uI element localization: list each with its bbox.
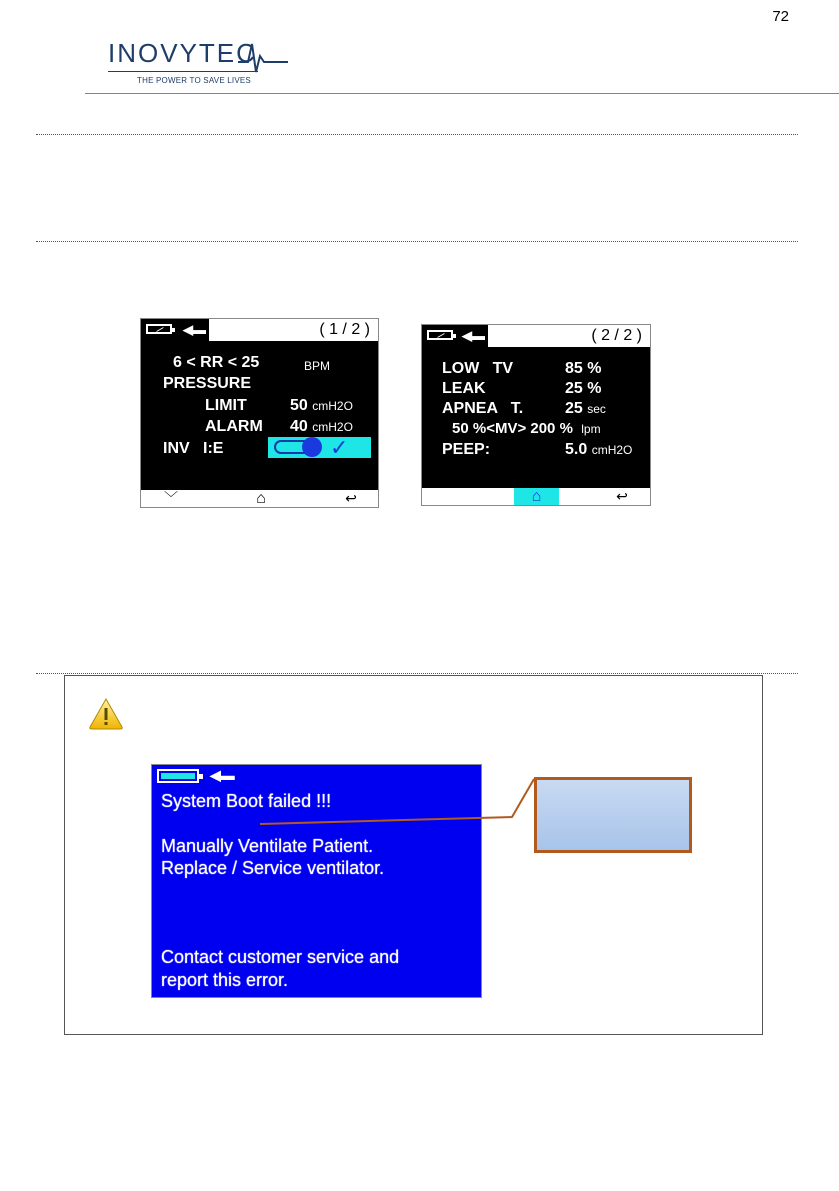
down-button[interactable]: ﹀ <box>164 490 178 506</box>
header-rule <box>85 93 839 94</box>
screen-title <box>209 319 378 360</box>
page-number: 72 <box>772 8 789 25</box>
page-indicator: ( 1 / 2 ) <box>319 321 370 338</box>
divider <box>36 241 798 242</box>
logo-tagline: THE POWER TO SAVE LIVES <box>137 76 251 85</box>
peep-label: PEEP: <box>442 441 491 458</box>
limit-value: 50 cmH2O <box>290 397 353 414</box>
plug-icon: ◀▬ <box>210 767 235 783</box>
divider <box>36 134 798 135</box>
rr-row: 6 < RR < 25 <box>173 354 260 371</box>
peep-value: 5.0 cmH2O <box>565 441 633 458</box>
alarms-screen-1 <box>140 318 379 508</box>
battery-icon <box>146 324 172 334</box>
home-button[interactable]: ⌂ <box>256 490 266 507</box>
low-tv-label: LOW TV <box>442 360 514 377</box>
soft-key-bar <box>141 490 378 507</box>
toggle-knob <box>302 437 322 457</box>
apnea-label: APNEA T. <box>442 400 524 417</box>
leak-value: 25 % <box>565 380 602 397</box>
battery-icon <box>427 330 453 340</box>
check-icon: ✓ <box>330 435 349 460</box>
error-title: System Boot failed !!! <box>161 791 332 811</box>
alarm-label: ALARM <box>205 418 263 435</box>
screen-title <box>488 325 650 366</box>
error-contact: report this error. <box>161 970 289 990</box>
soft-key-bar <box>422 488 650 505</box>
page-indicator: ( 2 / 2 ) <box>591 327 642 344</box>
screen-title-text: ALARMS <box>238 343 305 360</box>
back-button[interactable]: ↩ <box>345 490 357 506</box>
error-instruction: Replace / Service ventilator. <box>161 858 385 878</box>
plug-icon: ◀▬ <box>462 328 485 343</box>
battery-icon <box>157 769 199 783</box>
back-button[interactable]: ↩ <box>616 488 628 504</box>
callout-box <box>534 777 692 853</box>
alarms-screen-2 <box>421 324 651 506</box>
leak-label: LEAK <box>442 380 486 397</box>
company-logo: INOVYTEC <box>108 38 257 68</box>
mv-range: 50 %<MV> 200 % lpm <box>452 420 601 437</box>
inv-ie-label: INV I:E <box>163 440 224 457</box>
low-tv-value: 85 % <box>565 360 602 377</box>
status-bar <box>141 319 378 360</box>
status-bar <box>422 325 650 366</box>
logo-underline <box>108 71 258 72</box>
alarm-value: 40 cmH2O <box>290 418 353 435</box>
warning-icon <box>88 697 124 731</box>
apnea-value: 25 sec <box>565 400 606 417</box>
rr-unit: BPM <box>304 359 331 373</box>
inv-ie-toggle[interactable] <box>268 437 371 458</box>
error-contact: Contact customer service and <box>161 947 400 967</box>
pressure-heading: PRESSURE <box>163 375 252 392</box>
limit-label: LIMIT <box>205 397 247 414</box>
error-instruction: Manually Ventilate Patient. <box>161 836 374 856</box>
screen-title-text: ALARMS <box>517 349 584 366</box>
divider <box>36 673 798 674</box>
callout-leader-line <box>258 777 538 827</box>
plug-icon: ◀▬ <box>183 322 206 337</box>
home-button[interactable]: ⌂ <box>514 488 559 505</box>
